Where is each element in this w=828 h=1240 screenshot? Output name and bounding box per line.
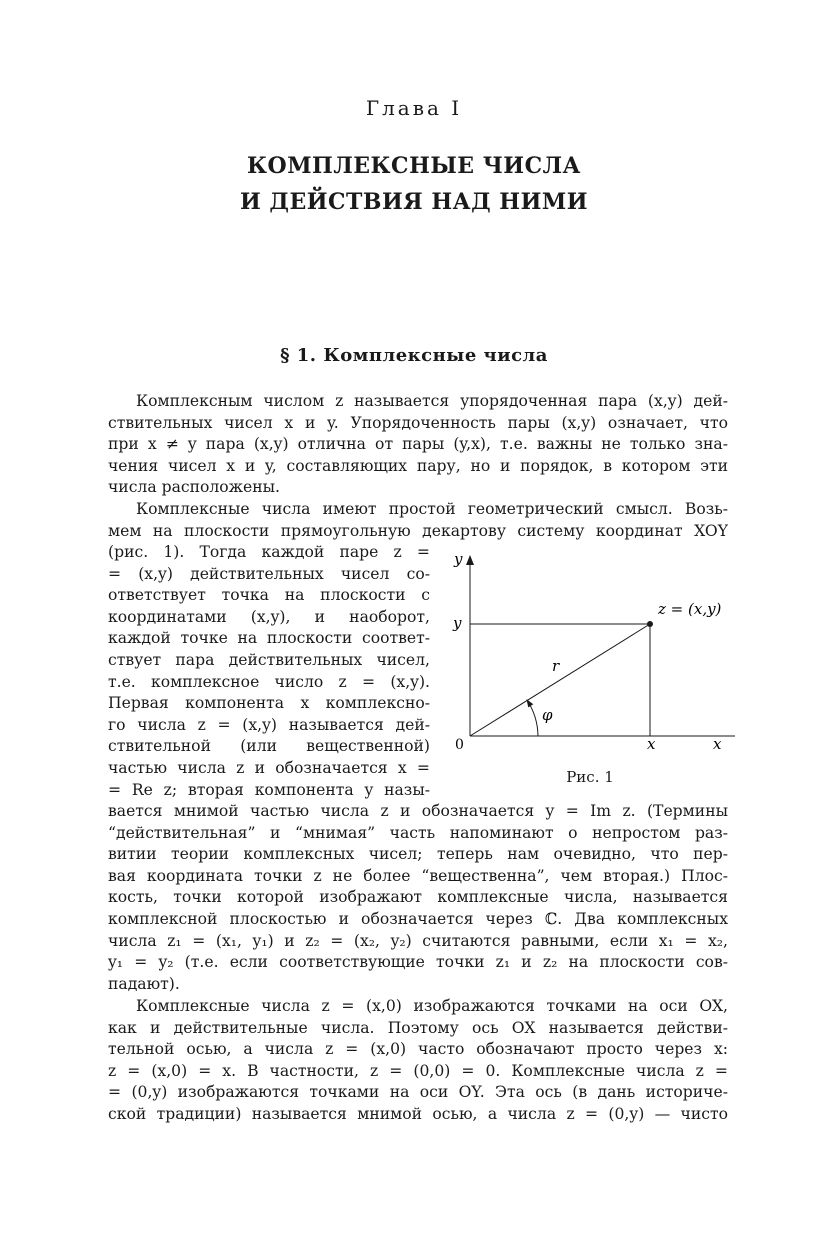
chapter-label: Глава I [365,96,463,120]
figure-1 [445,548,735,793]
text-line: = Re z; вторая компонента y назы- [108,780,430,799]
angle-label: φ [542,706,553,724]
text-line: комплексной плоскостью и обозначается через ℂ. Два комплексных [108,909,728,928]
text-line: Комплексные числа z = (x,0) изображаются точками на оси OX, [136,997,728,1015]
text-line: падают). [108,974,180,993]
text-line: z = (x,0) = x. В частности, z = (0,0) = 0. Комплексные числа z = [108,1061,728,1080]
text-line: координатами (x,y), и наоборот, [108,607,430,626]
radius-vector [470,624,650,736]
point-label: z = (x,y) [658,600,722,618]
text-line: = (0,y) изображаются точками на оси OY. Эта ось (в дань историче- [108,1083,728,1102]
text-line: числа z₁ = (x₁, y₁) и z₂ = (x₂, y₂) считаются равными, если x₁ = x₂, [108,931,728,950]
text-line: мем на плоскости прямоугольную декартову систему координат XOY [108,521,728,540]
chapter-title [0,148,828,220]
text-line: каждой точке на плоскости соответ- [108,629,430,648]
text-line: вается мнимой частью числа z и обозначается y = Im z. (Термины [108,802,728,820]
text-line: “действительная” и “мнимая” часть напоминают о непростом раз- [108,823,728,842]
radius-label: r [552,657,560,675]
text-line: го числа z = (x,y) называется дей- [108,715,430,734]
tick-y-label: y [453,614,462,632]
text-line: тельной осью, а числа z = (x,0) часто обозначают просто через x: [108,1040,728,1059]
paragraph-2-intro [108,499,728,542]
axis-x-label: x [713,735,722,753]
text-line: ствительной (или вещественной) [108,737,430,756]
chapter-title-line-2: И ДЕЙСТВИЯ НАД НИМИ [239,189,589,215]
text-line: (рис. 1). Тогда каждой паре z = [108,543,430,561]
text-line: = (x,y) действительных чисел со- [108,564,430,583]
text-line: ской традиции) называется мнимой осью, а числа z = (0,y) — чисто [108,1104,728,1123]
text-line: вая координата точки z не более “вещественна”, чем вторая.) Плос- [108,866,728,885]
text-line: кость, точки которой изображают комплексные числа, называется [108,888,728,907]
paragraph-3 [108,996,728,1126]
section-title: § 1. Комплексные числа [280,345,548,366]
text-line: Комплексным числом z называется упорядоченная пара (x,y) дей- [136,392,728,410]
text-line: Комплексные числа имеют простой геометрический смысл. Возь- [136,500,728,518]
text-line: ствительных чисел x и y. Упорядоченность пары (x,y) означает, что [108,413,728,432]
text-line: как и действительные числа. Поэтому ось OX называется действи- [108,1018,728,1037]
coordinate-diagram [445,548,735,763]
text-line: витии теории комплексных чисел; теперь нам очевидно, что пер- [108,845,728,864]
point-z [647,621,653,627]
text-line: при x ≠ y пара (x,y) отлична от пары (y,x), т.е. важны не только зна- [108,435,728,454]
paragraph-1 [108,391,728,499]
figure-caption: Рис. 1 [566,768,614,786]
text-line: т.е. комплексное число z = (x,y). [108,672,430,691]
axis-y-label: y [454,550,463,568]
angle-arc [527,700,538,736]
text-line: ответствует точка на плоскости с [108,586,430,605]
paragraph-2-rest [108,801,728,995]
text-line: y₁ = y₂ (т.е. если соответствующие точки z₁ и z₂ на плоскости сов- [108,953,728,972]
text-line: чения чисел x и y, составляющих пару, но и порядок, в котором эти [108,456,728,475]
tick-x-label: x [647,735,656,753]
origin-label: 0 [455,737,464,753]
text-line: Первая компонента x комплексно- [108,694,430,713]
paragraph-2-wrapped [108,542,430,801]
text-line: частью числа z и обозначается x = [108,758,430,777]
chapter-title-line-1: КОМПЛЕКСНЫЕ ЧИСЛА [247,153,581,179]
text-line: числа расположены. [108,478,281,497]
text-line: ствует пара действительных чисел, [108,650,430,669]
